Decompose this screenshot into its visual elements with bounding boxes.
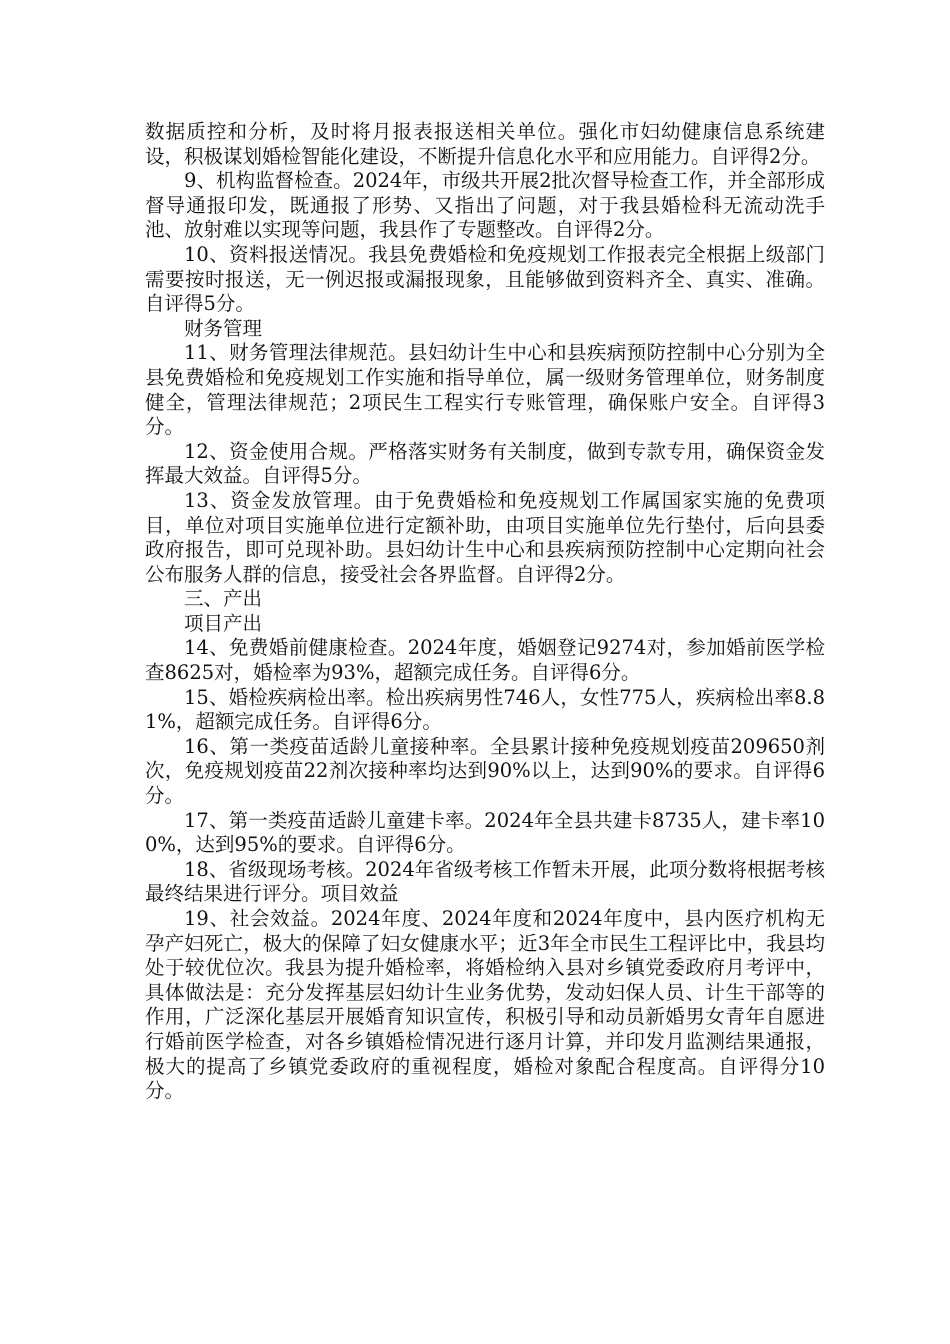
paragraph-14-premarital-checkup: 14、免费婚前健康检查。2024年度，婚姻登记9274对，参加婚前医学检查8625对，婚检率为93%，超额完成任务。自评得6分。 [145, 636, 825, 685]
document-page [145, 120, 825, 1104]
paragraph-16-vaccination-rate: 16、第一类疫苗适龄儿童接种率。全县累计接种免疫规划疫苗209650剂次，免疫规划疫苗22剂次接种率均达到90%以上，达到90%的要求。自评得6分。 [145, 734, 825, 808]
heading-financial-management: 财务管理 [184, 316, 263, 340]
paragraph-9-institution-supervision: 9、机构监督检查。2024年，市级共开展2批次督导检查工作，并全部形成督导通报印发，既通报了形势、又指出了问题，对于我县婚检科无流动洗手池、放射难以实现等问题，我县作了专题整改。自评得2分。 [145, 169, 825, 242]
heading-output: 三、产出 [184, 587, 263, 611]
paragraph-12-fund-compliance: 12、资金使用合规。严格落实财务有关制度，做到专款专用，确保资金发挥最大效益。自评得5分。 [145, 439, 825, 488]
paragraph-15-disease-detection: 15、婚检疾病检出率。检出疾病男性746人，女性775人，疾病检出率8.81%，超额完成任务。自评得6分。 [145, 685, 825, 734]
paragraph-11-financial-regulations: 11、财务管理法律规范。县妇幼计生中心和县疾病预防控制中心分别为全县免费婚检和免疫规划工作实施和指导单位，属一级财务管理单位，财务制度健全，管理法律规范；2项民生工程实行专账管理，确保账户安全。自评得3分。 [145, 341, 825, 439]
paragraph-10-data-reporting: 10、资料报送情况。我县免费婚检和免疫规划工作报表完全根据上级部门需要按时报送，无一例迟报或漏报现象，且能够做到资料齐全、真实、准确。自评得5分。 [145, 242, 825, 316]
heading-project-output: 项目产出 [184, 611, 263, 635]
paragraph-continuation: 数据质控和分析，及时将月报表报送相关单位。强化市妇幼健康信息系统建设，积极谋划婚检智能化建设，不断提升信息化水平和应用能力。自评得2分。 [145, 120, 825, 168]
paragraph-18-provincial-review: 18、省级现场考核。2024年省级考核工作暂未开展，此项分数将根据考核最终结果进行评分。项目效益 [145, 857, 825, 906]
paragraph-17-card-rate: 17、第一类疫苗适龄儿童建卡率。2024年全县共建卡8735人，建卡率100%，达到95%的要求。自评得6分。 [145, 808, 825, 857]
paragraph-13-fund-distribution: 13、资金发放管理。由于免费婚检和免疫规划工作属国家实施的免费项目，单位对项目实施单位进行定额补助，由项目实施单位先行垫付，后向县委政府报告，即可兑现补助。县妇幼计生中心和县疾病预防控制中心定期向社会公布服务人群的信息，接受社会各界监督。自评得2分。 [145, 488, 825, 586]
paragraph-19-social-benefit: 19、社会效益。2024年度、2024年度和2024年度中，县内医疗机构无孕产妇死亡，极大的保障了妇女健康水平；近3年全市民生工程评比中，我县均处于较优位次。我县为提升婚检率，将婚检纳入县对乡镇党委政府月考评中，具体做法是：充分发挥基层妇幼计生业务优势，发动妇保人员、计生干部等的作用，广泛深化基层开展婚育知识宣传，积极引导和动员新婚男女青年自愿进行婚前医学检查，对各乡镇婚检情况进行逐月计算，并印发月监测结果通报，极大的提高了乡镇党委政府的重视程度，婚检对象配合程度高。自评得分10分。 [145, 907, 825, 1103]
